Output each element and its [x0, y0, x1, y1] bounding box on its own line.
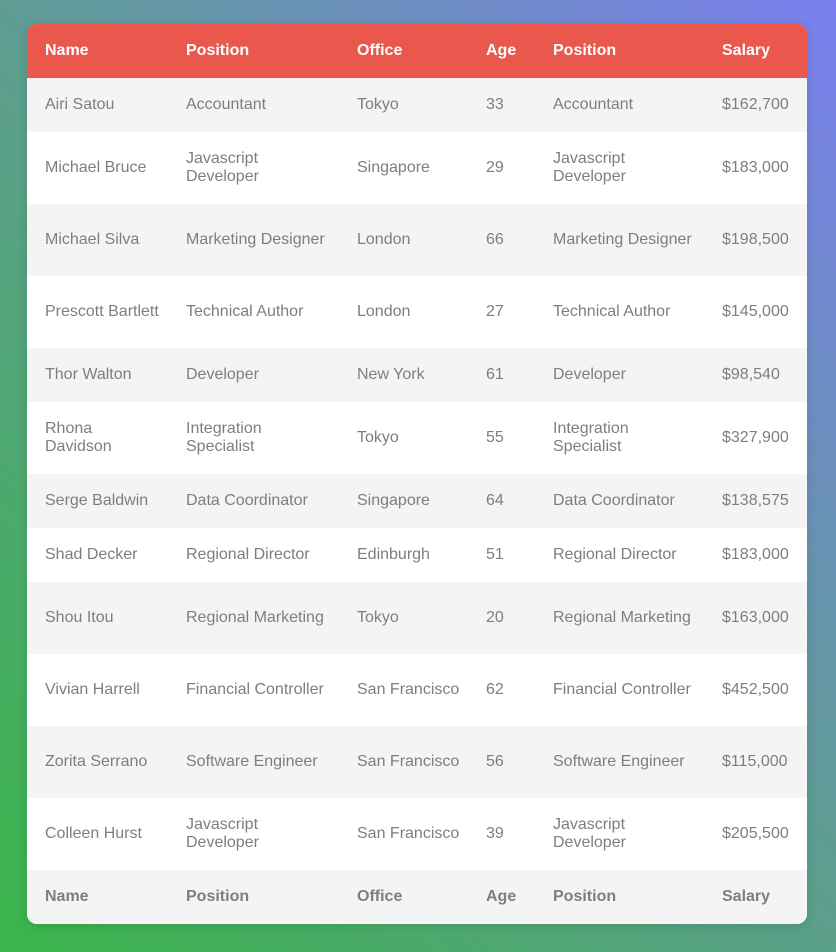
cell-age: 33	[468, 78, 535, 132]
cell-salary: $115,000	[704, 726, 807, 798]
cell-age: 51	[468, 528, 535, 582]
table-row	[27, 654, 807, 726]
cell-position: Financial Controller	[168, 654, 339, 726]
cell-name: Colleen Hurst	[27, 798, 168, 870]
cell-position: Marketing Designer	[168, 204, 339, 276]
cell-office: San Francisco	[339, 798, 468, 870]
cell-age: 56	[468, 726, 535, 798]
cell-position: Regional Director	[168, 528, 339, 582]
cell-office: London	[339, 204, 468, 276]
cell-office: Tokyo	[339, 78, 468, 132]
cell-age: 66	[468, 204, 535, 276]
cell-position: Developer	[168, 348, 339, 402]
employee-table	[27, 24, 807, 924]
cell-age: 61	[468, 348, 535, 402]
cell-position: Regional Marketing	[168, 582, 339, 654]
column-header-salary[interactable]: Salary	[704, 24, 807, 78]
cell-position-2: Data Coordinator	[535, 474, 704, 528]
cell-position-2: Technical Author	[535, 276, 704, 348]
cell-salary: $145,000	[704, 276, 807, 348]
cell-name: Shou Itou	[27, 582, 168, 654]
column-header-name[interactable]: Name	[27, 24, 168, 78]
column-header-position-2[interactable]: Position	[535, 24, 704, 78]
cell-position: Technical Author	[168, 276, 339, 348]
table-row	[27, 132, 807, 204]
cell-office: Singapore	[339, 474, 468, 528]
table-row	[27, 798, 807, 870]
cell-salary: $452,500	[704, 654, 807, 726]
footer-row	[27, 870, 807, 924]
cell-salary: $98,540	[704, 348, 807, 402]
cell-position-2: Integration Specialist	[535, 402, 704, 474]
cell-position: Data Coordinator	[168, 474, 339, 528]
cell-position-2: Javascript Developer	[535, 132, 704, 204]
cell-office: San Francisco	[339, 654, 468, 726]
cell-position: Javascript Developer	[168, 132, 339, 204]
cell-position-2: Regional Marketing	[535, 582, 704, 654]
column-header-position[interactable]: Position	[168, 24, 339, 78]
column-header-office[interactable]: Office	[339, 24, 468, 78]
cell-office: San Francisco	[339, 726, 468, 798]
cell-age: 20	[468, 582, 535, 654]
cell-name: Shad Decker	[27, 528, 168, 582]
cell-position-2: Developer	[535, 348, 704, 402]
cell-office: Edinburgh	[339, 528, 468, 582]
cell-position: Javascript Developer	[168, 798, 339, 870]
cell-position: Software Engineer	[168, 726, 339, 798]
cell-salary: $183,000	[704, 528, 807, 582]
header-row	[27, 24, 807, 78]
cell-name: Michael Bruce	[27, 132, 168, 204]
data-table-card	[27, 24, 807, 924]
cell-name: Michael Silva	[27, 204, 168, 276]
cell-name: Airi Satou	[27, 78, 168, 132]
cell-age: 64	[468, 474, 535, 528]
table-row	[27, 528, 807, 582]
table-row	[27, 204, 807, 276]
cell-position-2: Regional Director	[535, 528, 704, 582]
table-row	[27, 348, 807, 402]
cell-office: London	[339, 276, 468, 348]
table-row	[27, 402, 807, 474]
column-footer-age: Age	[468, 870, 535, 924]
column-footer-position-2: Position	[535, 870, 704, 924]
table-row	[27, 582, 807, 654]
cell-age: 27	[468, 276, 535, 348]
cell-name: Rhona Davidson	[27, 402, 168, 474]
cell-office: Singapore	[339, 132, 468, 204]
cell-salary: $327,900	[704, 402, 807, 474]
cell-salary: $138,575	[704, 474, 807, 528]
cell-age: 39	[468, 798, 535, 870]
cell-name: Vivian Harrell	[27, 654, 168, 726]
cell-age: 55	[468, 402, 535, 474]
column-footer-salary: Salary	[704, 870, 807, 924]
cell-age: 62	[468, 654, 535, 726]
cell-name: Serge Baldwin	[27, 474, 168, 528]
cell-salary: $163,000	[704, 582, 807, 654]
cell-salary: $205,500	[704, 798, 807, 870]
cell-salary: $198,500	[704, 204, 807, 276]
cell-position: Accountant	[168, 78, 339, 132]
cell-name: Zorita Serrano	[27, 726, 168, 798]
cell-name: Prescott Bartlett	[27, 276, 168, 348]
cell-office: Tokyo	[339, 582, 468, 654]
column-footer-name: Name	[27, 870, 168, 924]
column-footer-position: Position	[168, 870, 339, 924]
cell-position-2: Software Engineer	[535, 726, 704, 798]
cell-name: Thor Walton	[27, 348, 168, 402]
cell-position-2: Marketing Designer	[535, 204, 704, 276]
cell-position-2: Accountant	[535, 78, 704, 132]
table-header	[27, 24, 807, 78]
cell-office: New York	[339, 348, 468, 402]
column-footer-office: Office	[339, 870, 468, 924]
table-footer	[27, 870, 807, 924]
table-row	[27, 726, 807, 798]
column-header-age[interactable]: Age	[468, 24, 535, 78]
cell-salary: $162,700	[704, 78, 807, 132]
table-row	[27, 276, 807, 348]
table-body	[27, 78, 807, 870]
cell-age: 29	[468, 132, 535, 204]
cell-position-2: Javascript Developer	[535, 798, 704, 870]
cell-office: Tokyo	[339, 402, 468, 474]
table-row	[27, 78, 807, 132]
table-row	[27, 474, 807, 528]
cell-salary: $183,000	[704, 132, 807, 204]
cell-position-2: Financial Controller	[535, 654, 704, 726]
cell-position: Integration Specialist	[168, 402, 339, 474]
